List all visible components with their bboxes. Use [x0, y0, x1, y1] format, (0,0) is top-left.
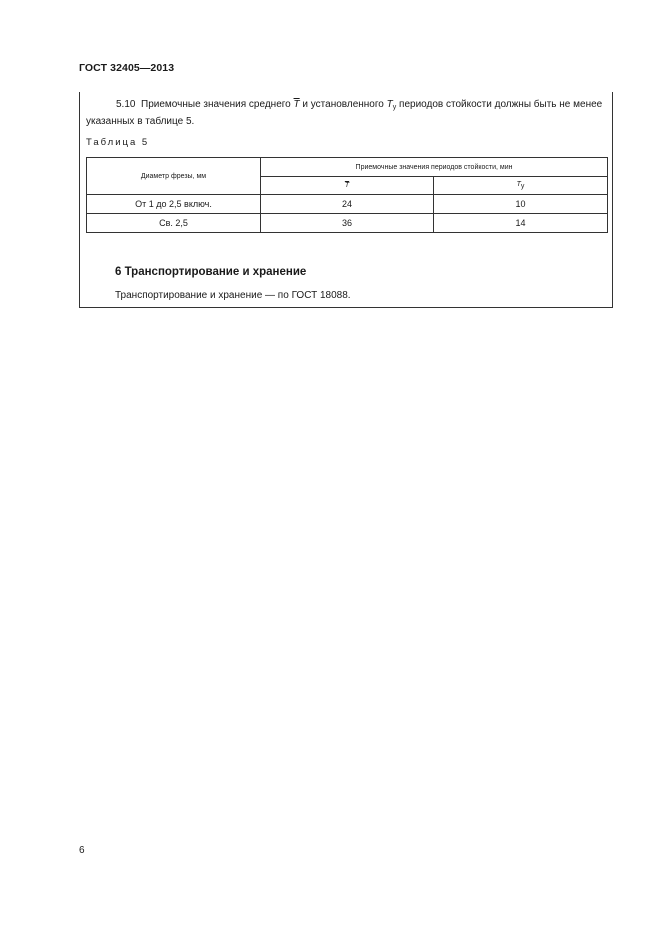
document-header: ГОСТ 32405—2013: [79, 62, 175, 74]
table-5: [86, 157, 608, 233]
symbol-set-subscript: у: [392, 104, 397, 111]
table-row: [87, 195, 608, 214]
page-number: 6: [79, 845, 85, 856]
cell-mean: 36: [261, 214, 434, 233]
section-title: 6 Транспортирование и хранение: [115, 266, 307, 278]
group-header: Приемочные значения периодов стойкости, мин: [261, 158, 608, 177]
cell-mean: 24: [261, 195, 434, 214]
subheader-set: $T_у$: [434, 177, 608, 195]
clause-text-part1: Приемочные значения среднего: [141, 99, 291, 110]
clause-text-part2: и установленного: [302, 99, 384, 110]
section-text: Транспортирование и хранение — по ГОСТ 18088.: [115, 290, 351, 301]
symbol-mean-t: $\overline{T}$: [293, 99, 300, 110]
symbol-set-t: T: [386, 99, 393, 110]
col-diameter-header: Диаметр фрезы, мм: [87, 158, 261, 195]
cell-diameter: Св. 2,5: [87, 214, 261, 233]
clause-5-10: [86, 98, 608, 129]
clause-text-part3: периодов стойкости должны быть не менее указанных в таблице 5.: [86, 99, 603, 127]
clause-number: 5.10: [116, 99, 136, 110]
cell-set: 10: [434, 195, 608, 214]
cell-diameter: От 1 до 2,5 включ.: [87, 195, 261, 214]
table-row: [87, 214, 608, 233]
content-frame: [79, 92, 613, 308]
table-caption: Таблица 5: [86, 137, 150, 148]
subheader-mean: $\overline{T}$: [261, 177, 434, 195]
cell-set: 14: [434, 214, 608, 233]
